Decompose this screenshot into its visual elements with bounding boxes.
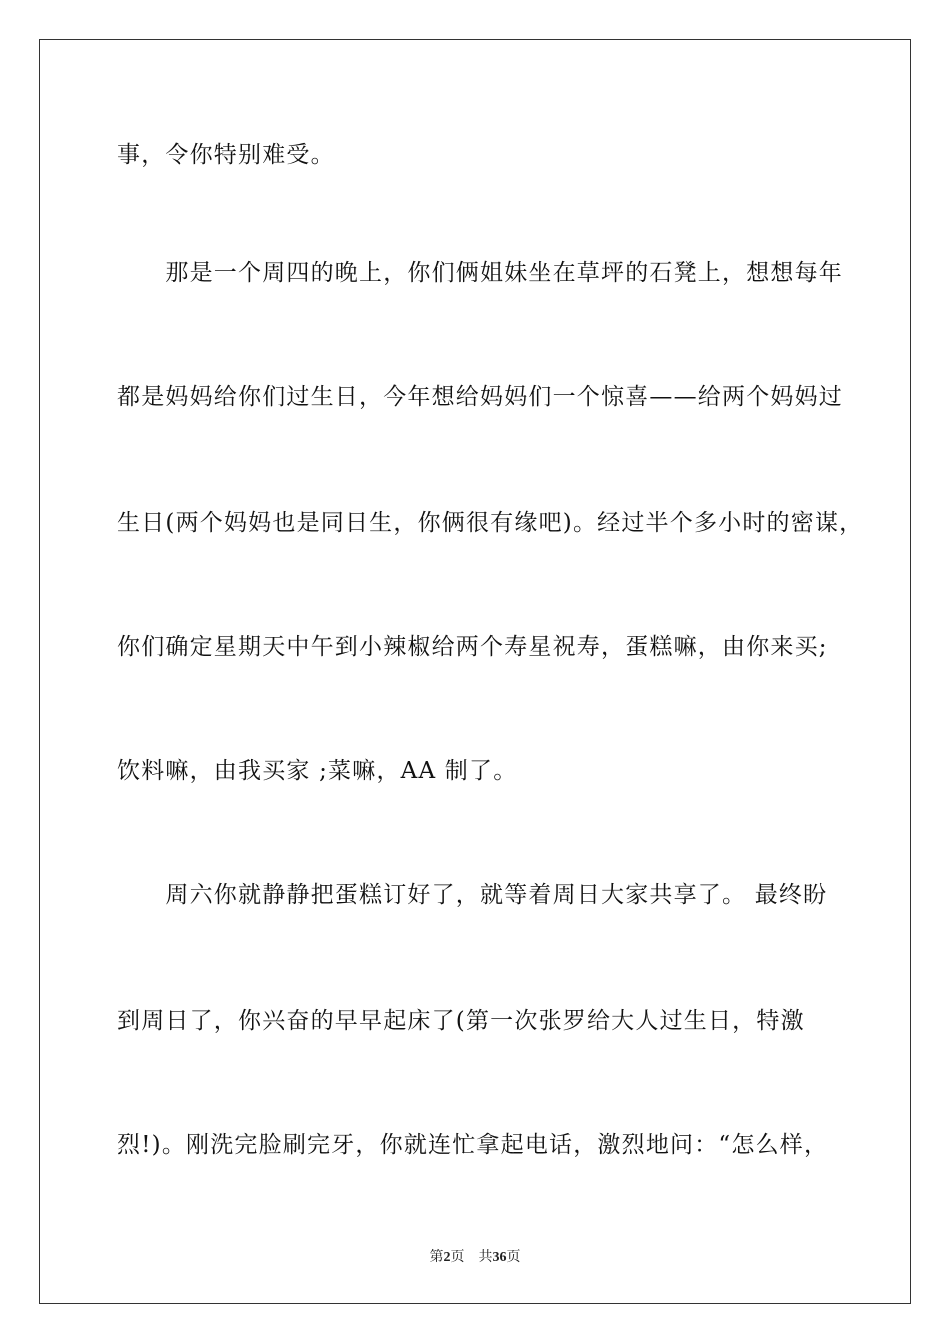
- text-line-2: 那是一个周四的晚上，你们俩姐妹坐在草坪的石凳上，想想每年: [117, 260, 843, 286]
- text-line-6: 饮料嘛，由我买家 ;菜嘛，AA 制了。: [117, 758, 518, 784]
- page-suffix: 页: [450, 1250, 465, 1265]
- page-footer: [0, 1246, 950, 1266]
- text-line-3: 都是妈妈给你们过生日，今年想给妈妈们一个惊喜——给两个妈妈过: [117, 384, 843, 410]
- page-prefix: 第: [429, 1250, 444, 1265]
- total-pages: 36: [492, 1250, 507, 1265]
- page-number: 2: [443, 1250, 451, 1265]
- text-line-8: 到周日了，你兴奋的早早起床了(第一次张罗给大人过生日，特激: [117, 1008, 805, 1034]
- text-line-1: 事，令你特别难受。: [117, 142, 335, 168]
- text-line-5: 你们确定星期天中午到小辣椒给两个寿星祝寿，蛋糕嘛，由你来买;: [117, 634, 828, 660]
- total-prefix: 共: [478, 1250, 493, 1265]
- text-line-7: 周六你就静静把蛋糕订好了，就等着周日大家共享了。 最终盼: [117, 882, 828, 908]
- text-line-9: 烈!)。刚洗完脸刷完牙，你就连忙拿起电话，激烈地问：“怎么样，: [117, 1132, 829, 1158]
- total-suffix: 页: [506, 1250, 521, 1265]
- text-line-4: 生日(两个妈妈也是同日生，你俩很有缘吧)。经过半个多小时的密谋，: [117, 510, 864, 536]
- page-frame: [39, 39, 911, 1304]
